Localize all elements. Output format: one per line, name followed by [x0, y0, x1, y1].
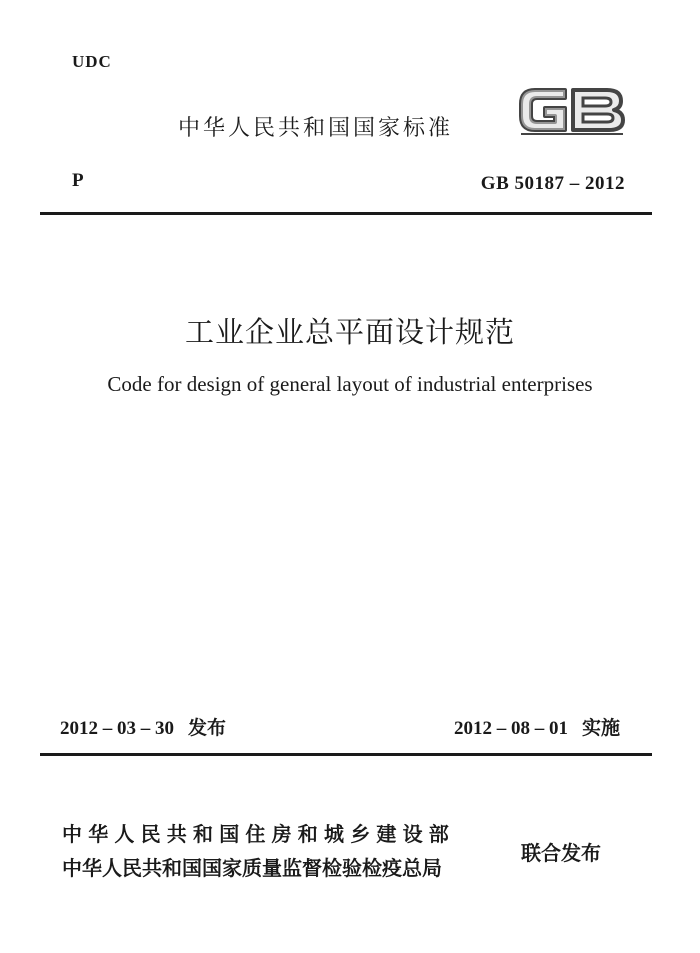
joint-issue-label: 联合发布	[521, 841, 601, 865]
issuer-ministry: 中华人民共和国住房和城乡建设部	[62, 822, 455, 846]
title-english: Code for design of general layout of industrial enterprises	[107, 372, 593, 396]
implementation-date: 2012 – 08 – 01	[453, 718, 568, 739]
title-chinese: 工业企业总平面设计规范	[184, 315, 515, 349]
national-standard-heading: 中华人民共和国国家标准	[178, 116, 454, 141]
top-divider	[40, 212, 652, 215]
issue-date: 2012 – 03 – 30	[60, 718, 174, 739]
issuer-aqsiq: 中华人民共和国国家质量监督检验检疫总局	[62, 856, 442, 880]
udc-label: UDC	[72, 52, 112, 71]
implementation-date-line	[454, 713, 620, 740]
standard-number: GB 50187 – 2012	[480, 173, 625, 194]
issue-date-line	[60, 713, 226, 740]
implementation-label: 实施	[581, 717, 620, 739]
issue-label: 发布	[188, 717, 227, 739]
bottom-divider	[40, 753, 652, 756]
gb-logo-icon	[515, 82, 627, 138]
category-code: P	[72, 170, 84, 191]
